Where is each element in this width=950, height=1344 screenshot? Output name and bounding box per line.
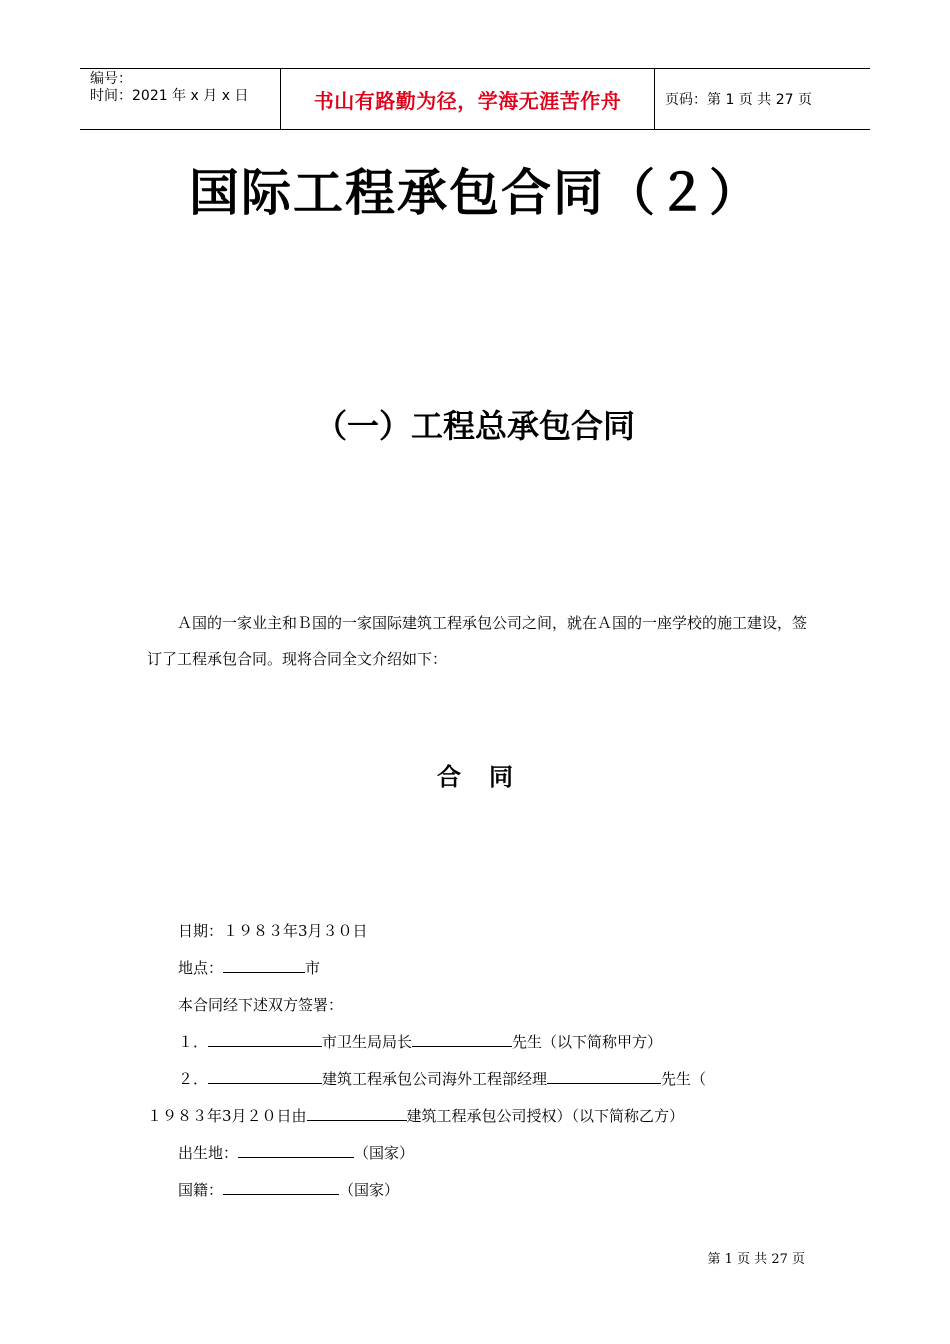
place-line — [147, 950, 807, 987]
party2-blank-2 — [547, 1067, 661, 1084]
header-number-label: 编号： — [90, 71, 132, 87]
party2-cont-blank — [307, 1104, 407, 1121]
place-blank — [223, 956, 305, 973]
party1-line — [147, 1024, 807, 1061]
contract-heading: 合同 — [437, 763, 541, 791]
party1-blank-2 — [412, 1030, 512, 1047]
party2-continuation-line — [147, 1098, 807, 1135]
intro-paragraph: Ａ国的一家业主和Ｂ国的一家国际建筑工程承包公司之间，就在Ａ国的一座学校的施工建设，签订了工程承包合同。现将合同全文介绍如下： — [147, 614, 808, 668]
nationality-label: 国籍： — [178, 1181, 224, 1199]
header-time-label: 时间：2021 年 x 月 x 日 — [90, 88, 249, 104]
party1-blank-1 — [208, 1030, 322, 1047]
document-header — [80, 68, 870, 130]
main-title: 国际工程承包合同（２） — [189, 164, 761, 222]
birthplace-suffix: （国家） — [354, 1144, 415, 1162]
party1-prefix: １． — [178, 1033, 209, 1051]
nationality-suffix: （国家） — [339, 1181, 400, 1199]
header-meta-cell — [80, 69, 281, 129]
birthplace-label: 出生地： — [178, 1144, 239, 1162]
party2-prefix: ２． — [178, 1070, 209, 1088]
footer-page-number: 第 1 页 共 27 页 — [707, 1252, 805, 1267]
date-line: 日期：１９８３年3月３０日 — [178, 922, 368, 940]
party2-suffix: 先生（ — [661, 1070, 707, 1088]
place-label: 地点： — [178, 959, 224, 977]
nationality-blank — [223, 1178, 339, 1195]
party2-cont-suffix: 建筑工程承包公司授权）（以下简称乙方） — [406, 1107, 685, 1125]
birthplace-blank — [238, 1141, 354, 1158]
party1-suffix: 先生（以下简称甲方） — [512, 1033, 663, 1051]
birthplace-line — [147, 1135, 807, 1172]
signing-line: 本合同经下述双方签署： — [178, 996, 344, 1014]
contract-body — [147, 913, 807, 1209]
party1-title: 市卫生局局长 — [322, 1033, 413, 1051]
section-subtitle: （一）工程总承包合同 — [314, 407, 635, 445]
header-motto: 书山有路勤为径，学海无涯苦作舟 — [281, 69, 655, 129]
party2-blank-1 — [208, 1067, 322, 1084]
place-suffix: 市 — [305, 959, 321, 977]
party2-cont-prefix: １９８３年3月２０日由 — [147, 1107, 307, 1125]
nationality-line — [147, 1172, 807, 1209]
party2-title: 建筑工程承包公司海外工程部经理 — [322, 1070, 548, 1088]
party2-line — [147, 1061, 807, 1098]
header-page-info: 页码：第 1 页 共 27 页 — [665, 92, 812, 108]
